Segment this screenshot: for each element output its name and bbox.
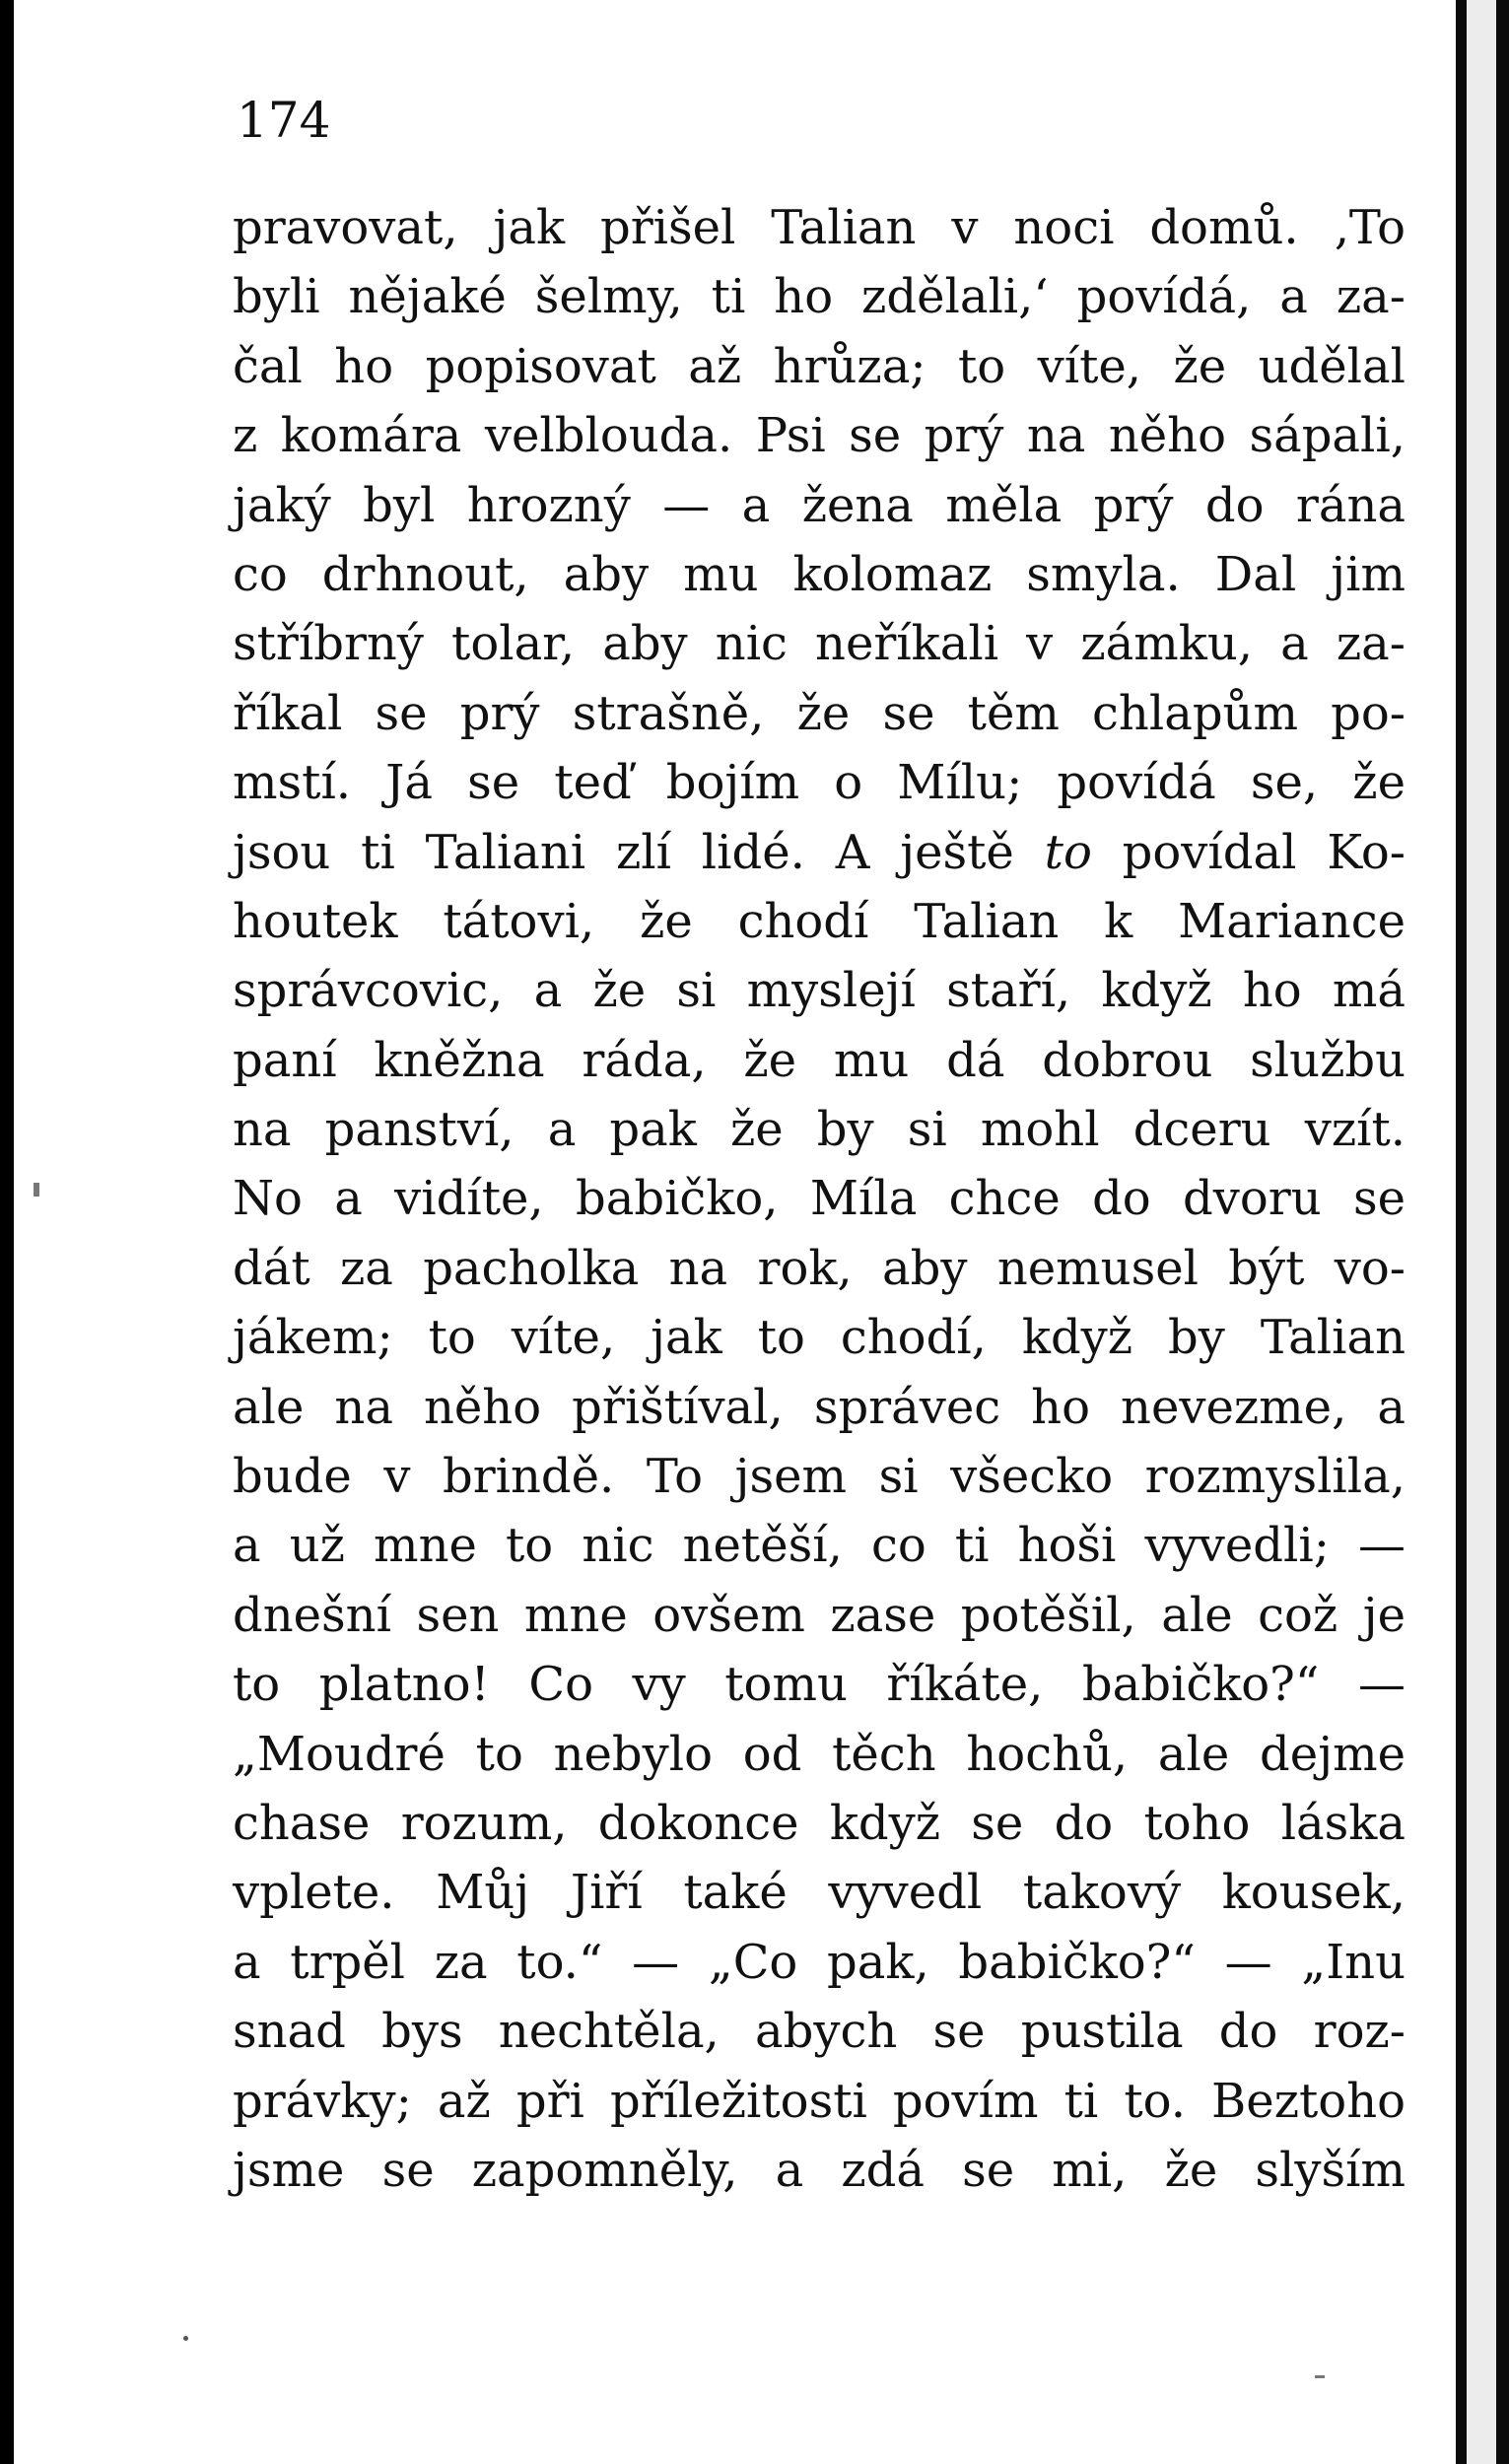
text-line: jsme se zapomněly, a zdá se mi, že slyším: [233, 2142, 1406, 2198]
text-line: na panství, a pak že by si mohl dceru vzít.: [233, 1102, 1406, 1158]
text-line: čal ho popisovat až hrůza; to víte, že udělal: [233, 338, 1406, 394]
text-line: byli nějaké šelmy, ti ho zdělali,‘ povídá, a za-: [233, 269, 1406, 325]
text-line: z komára velblouda. Psi se prý na něho sápali,: [233, 408, 1406, 464]
text-line: mstí. Já se teď bojím o Mílu; povídá se, že: [233, 755, 1406, 811]
text-line: snad bys nechtěla, abych se pustila do roz-: [233, 2004, 1406, 2060]
page-number: 174: [237, 92, 331, 149]
text-line: to platno! Co vy tomu říkáte, babičko?“ —: [233, 1657, 1406, 1713]
text-line: stříbrný tolar, aby nic neříkali v zámku, a za-: [233, 616, 1406, 672]
text-line: chase rozum, dokonce když se do toho láska: [233, 1795, 1406, 1851]
body-text: [233, 193, 1406, 2205]
text-line: a trpěl za to.“ — „Co pak, babičko?“ — „Inu: [233, 1934, 1406, 1990]
paper-speck: [1315, 2375, 1325, 2378]
text-line: správcovic, a že si myslejí staří, když ho má: [233, 963, 1406, 1019]
text-line: No a vidíte, babičko, Míla chce do dvoru se: [233, 1171, 1406, 1227]
text-line: dát za pacholka na rok, aby nemusel být vo-: [233, 1240, 1406, 1296]
text-line: paní kněžna ráda, že mu dá dobrou službu: [233, 1032, 1406, 1088]
paper-speck: [34, 1183, 39, 1197]
text-run: povídal Ko-: [1091, 824, 1406, 880]
text-run: jsou ti Taliani zlí lidé. A ještě: [233, 824, 1045, 880]
text-line: bude v brindě. To jsem si všecko rozmyslila,: [233, 1449, 1406, 1505]
book-page: [14, 0, 1456, 2464]
text-line: jákem; to víte, jak to chodí, když by Talian: [233, 1310, 1406, 1366]
text-line: vplete. Můj Jiří také vyvedl takový kousek,: [233, 1865, 1406, 1921]
italic-word: to: [1044, 824, 1092, 880]
text-line: pravovat, jak přišel Talian v noci domů. ‚To: [233, 200, 1406, 255]
text-line: právky; až při příležitosti povím ti to. Beztoho: [233, 2073, 1406, 2129]
text-line: „Moudré to nebylo od těch hochů, ale dejme: [233, 1726, 1406, 1782]
text-line: dnešní sen mne ovšem zase potěšil, ale což je: [233, 1587, 1406, 1643]
paper-speck: [183, 2336, 188, 2341]
text-line: jaký byl hrozný — a žena měla prý do rána: [233, 477, 1406, 533]
text-line: co drhnout, aby mu kolomaz smyla. Dal jim: [233, 546, 1406, 602]
text-line: houtek tátovi, že chodí Talian k Mariance: [233, 893, 1406, 949]
text-line: říkal se prý strašně, že se těm chlapům po-: [233, 685, 1406, 741]
text-line: a už mne to nic netěší, co ti hoši vyvedli; —: [233, 1518, 1406, 1574]
text-line: ale na něho přištíval, správec ho nevezme, a: [233, 1379, 1406, 1435]
page-edge: [1467, 0, 1496, 2464]
text-line-mixed: [233, 818, 1406, 887]
